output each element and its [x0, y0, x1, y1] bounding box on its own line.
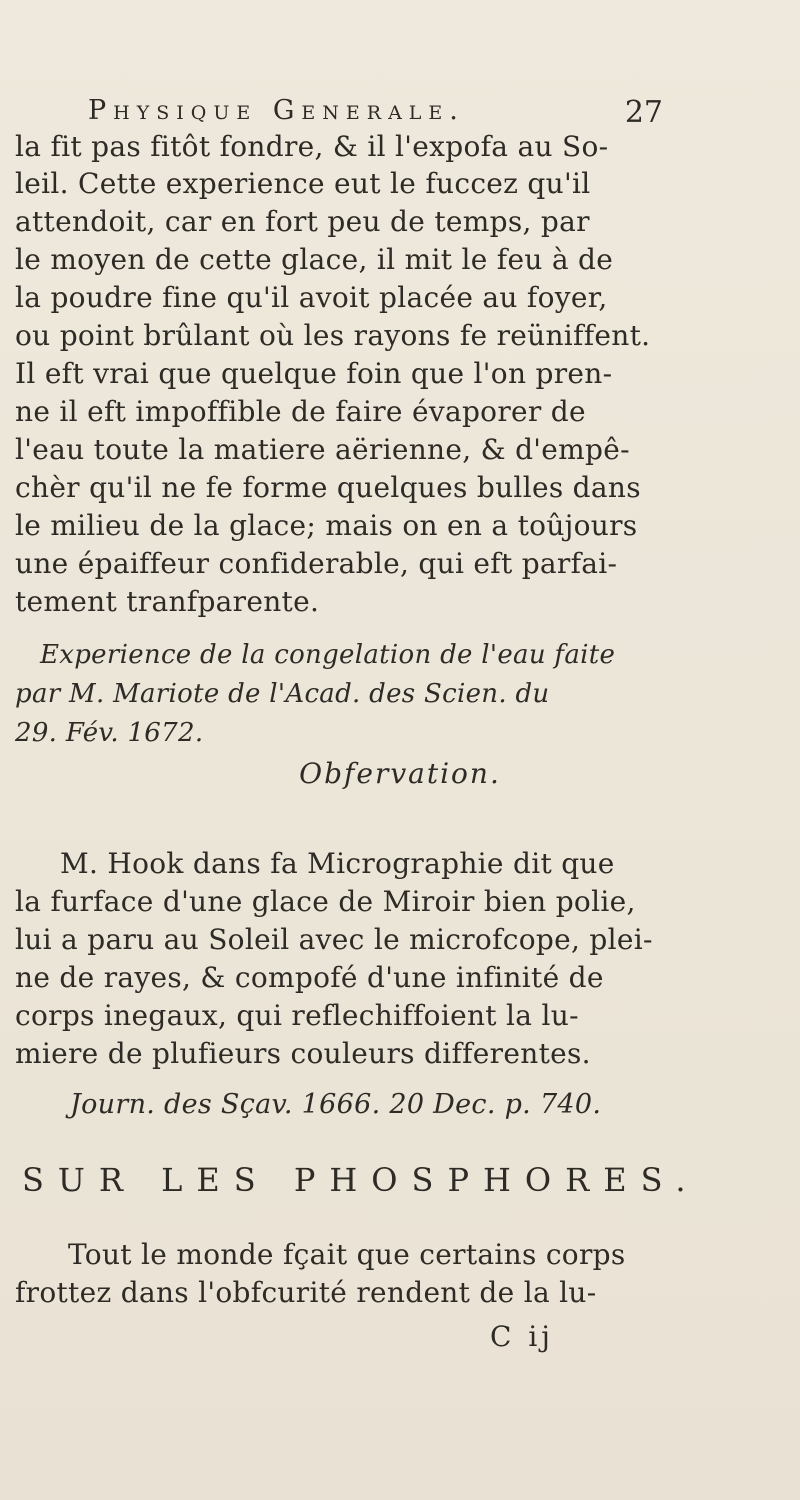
citation: Journ. des Sçav. 1666. 20 Dec. p. 740. — [70, 1089, 602, 1120]
text-line: l'eau toute la matiere aërienne, & d'empê- — [15, 433, 630, 466]
text-line: frottez dans l'obfcurité rendent de la lu- — [15, 1276, 597, 1309]
text-line: M. Hook dans fa Micrographie dit que — [60, 847, 615, 880]
section-title: SUR LES PHOSPHORES. — [22, 1161, 700, 1199]
text-line: Tout le monde fçait que certains corps — [68, 1238, 626, 1271]
experiment-heading-line: Experience de la congelation de l'eau faite — [40, 640, 616, 670]
text-line: leil. Cette experience eut le fuccez qu'il — [15, 167, 591, 200]
text-line: chèr qu'il ne fe forme quelques bulles dans — [15, 471, 641, 504]
page-number: 27 — [624, 95, 663, 130]
text-line: la furface d'une glace de Miroir bien polie, — [15, 885, 636, 918]
experiment-heading-line: 29. Fév. 1672. — [15, 718, 204, 748]
text-line: lui a paru au Soleil avec le microfcope, plei- — [15, 923, 653, 956]
text-line: le milieu de la glace; mais on en a toûjours — [15, 509, 638, 542]
text-line: ne il eft impoffible de faire évaporer de — [15, 395, 586, 428]
observation-title: Obfervation. — [299, 757, 501, 790]
text-line: corps inegaux, qui reflechiffoient la lu- — [15, 999, 579, 1032]
running-head — [88, 95, 663, 135]
text-line: Il eft vrai que quelque foin que l'on pren- — [15, 357, 613, 390]
experiment-heading-line: par M. Mariote de l'Acad. des Scien. du — [15, 679, 550, 709]
text-line: ou point brûlant où les rayons fe reüniffent. — [15, 319, 651, 352]
text-line: le moyen de cette glace, il mit le feu à de — [15, 243, 614, 276]
text-line: tement tranfparente. — [15, 585, 320, 618]
signature-mark: C ij — [490, 1320, 554, 1353]
text-line: ne de rayes, & compofé d'une infinité de — [15, 961, 604, 994]
text-line: la fit pas fitôt fondre, & il l'expofa au So- — [15, 130, 609, 163]
text-line: une épaiffeur confiderable, qui eft parfai- — [15, 547, 618, 580]
running-head-title: Physique Generale. — [88, 95, 465, 126]
text-line: miere de plufieurs couleurs differentes. — [15, 1037, 591, 1070]
text-line: la poudre fine qu'il avoit placée au foyer, — [15, 281, 608, 314]
text-line: attendoit, car en fort peu de temps, par — [15, 205, 590, 238]
